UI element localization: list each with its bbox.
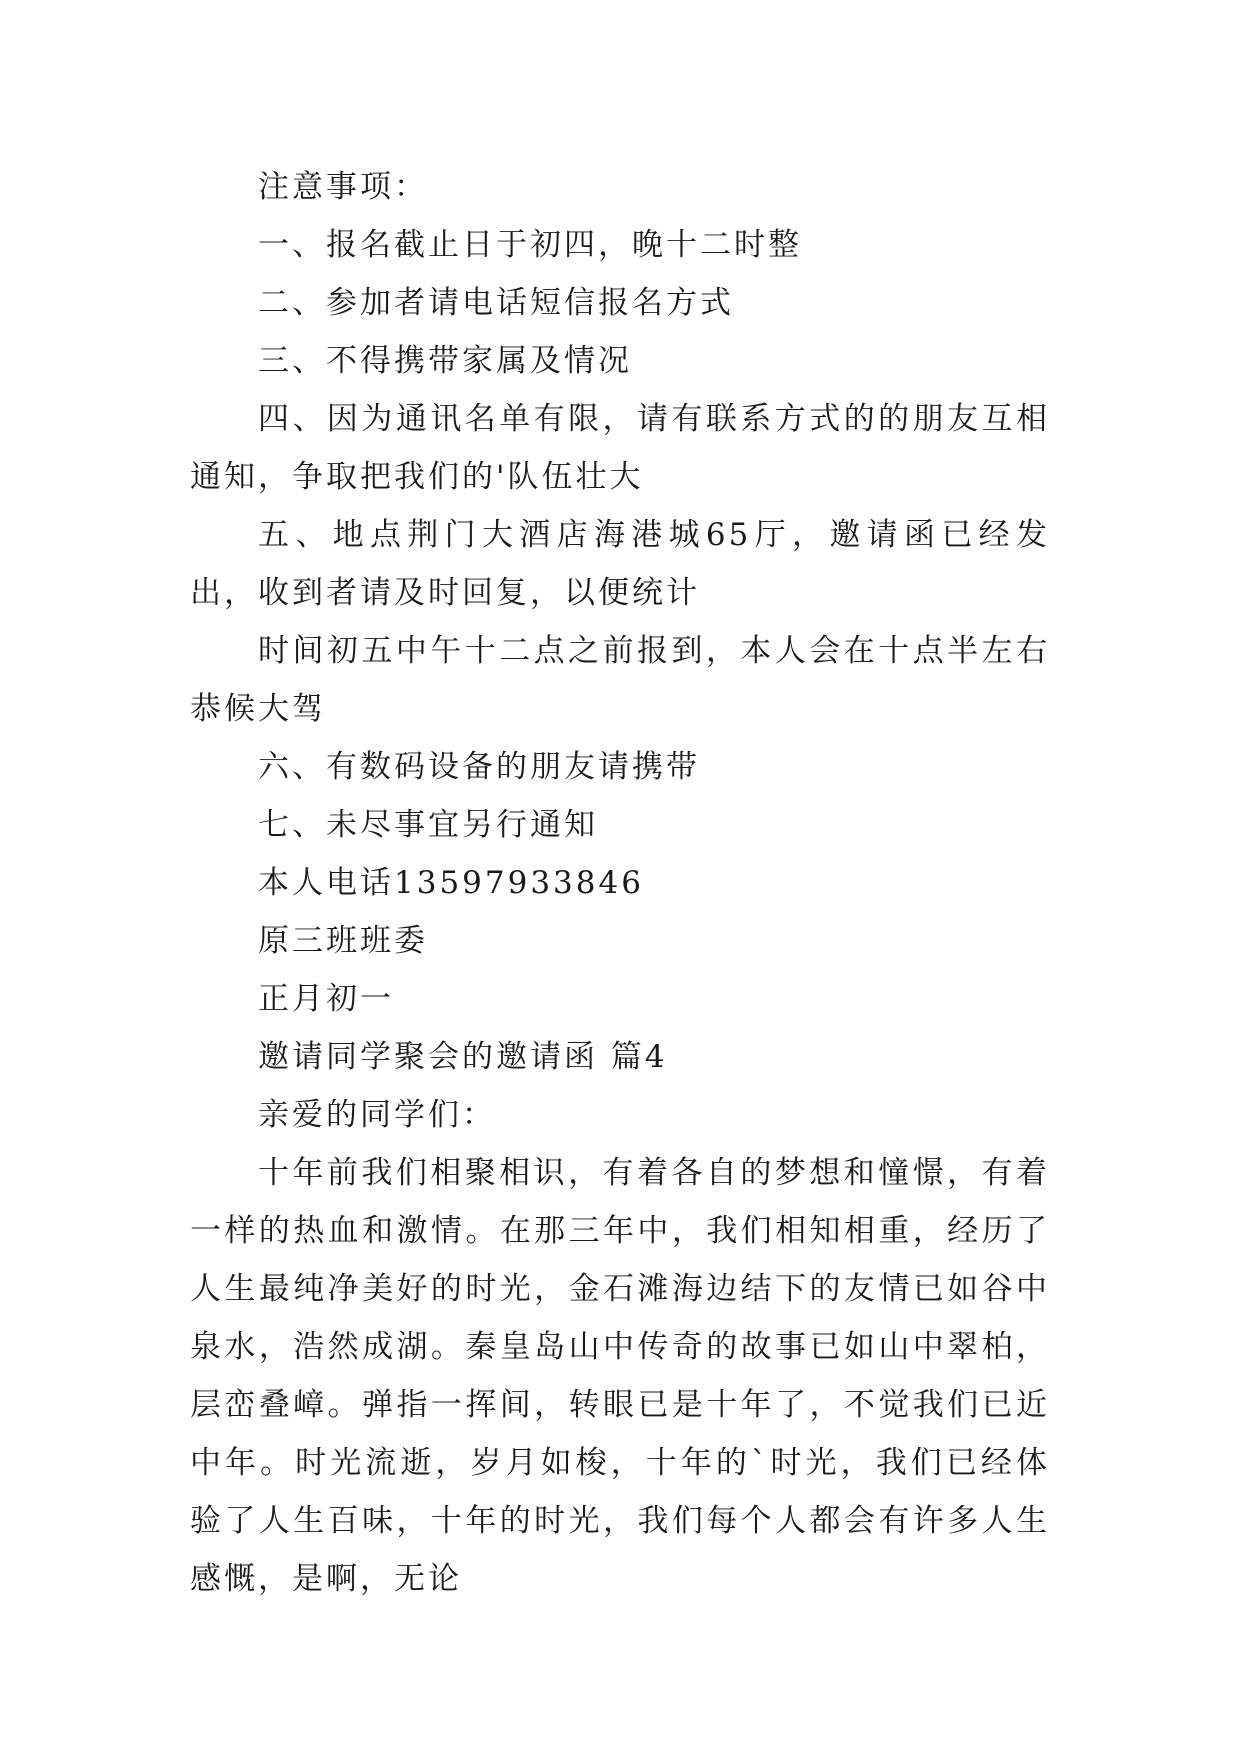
body-paragraph: 十年前我们相聚相识，有着各自的梦想和憧憬，有着一样的热血和激情。在那三年中，我们相知相重，经历了人生最纯净美好的时光，金石滩海边结下的友情已如谷中泉水，浩然成湖。秦皇岛山中传奇的故事已如山中翠柏，层峦叠嶂。弹指一挥间，转眼已是十年了，不觉我们已近中年。时光流逝，岁月如梭，十年的`时光，我们已经体验了人生百味，十年的时光，我们每个人都会有许多人生感慨，是啊，无论	[190, 1155, 1050, 1597]
contact-phone: 本人电话13597933846	[258, 865, 644, 901]
notice-item-7: 七、未尽事宜另行通知	[258, 807, 598, 843]
notice-heading: 注意事项：	[258, 169, 428, 205]
notice-item-5: 五、地点荆门大酒店海港城65厅，邀请函已经发出，收到者请及时回复，以便统计	[190, 517, 1050, 611]
salutation: 亲爱的同学们：	[258, 1097, 496, 1133]
signature: 原三班班委	[258, 923, 428, 959]
date-line: 正月初一	[258, 981, 394, 1017]
notice-item-1: 一、报名截止日于初四，晚十二时整	[258, 227, 802, 263]
section-title: 邀请同学聚会的邀请函 篇4	[258, 1039, 668, 1075]
notice-item-4: 四、因为通讯名单有限，请有联系方式的的朋友互相通知，争取把我们的'队伍壮大	[190, 401, 1050, 495]
notice-item-3: 三、不得携带家属及情况	[258, 343, 632, 379]
notice-item-2: 二、参加者请电话短信报名方式	[258, 285, 734, 321]
document-body	[190, 158, 1050, 1608]
notice-item-6: 六、有数码设备的朋友请携带	[258, 749, 700, 785]
notice-time: 时间初五中午十二点之前报到，本人会在十点半左右恭候大驾	[190, 633, 1050, 727]
